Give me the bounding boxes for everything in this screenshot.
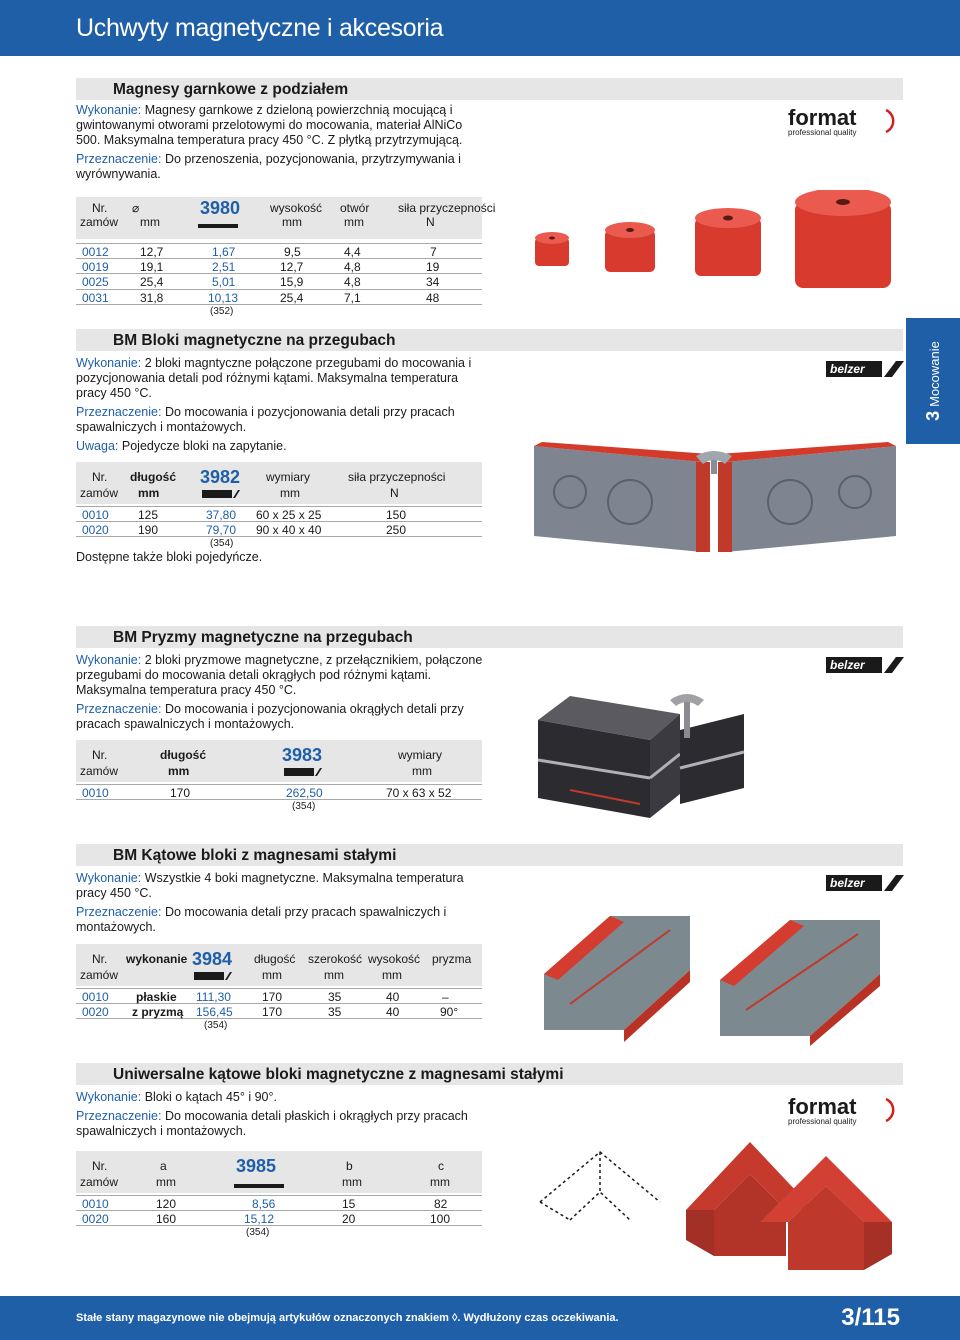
cell-height: 40 — [386, 990, 400, 1004]
cell-price: 1,67 — [212, 245, 236, 259]
cell-height: 12,7 — [280, 259, 304, 274]
col-diameter: ⌀ — [132, 201, 140, 215]
belzer-logo-text: belzer — [830, 362, 865, 376]
cell-nr: 0010 — [82, 508, 109, 522]
angle-dimension-diagram — [530, 1146, 670, 1236]
col-nr: Nr. — [92, 470, 108, 484]
col-b: b — [346, 1159, 353, 1173]
cell-hole: 4,8 — [344, 275, 361, 289]
table-row — [76, 1195, 482, 1211]
col-height-unit: mm — [382, 968, 402, 982]
format-logo — [786, 106, 904, 138]
uwaga-label: Uwaga: — [76, 439, 119, 453]
table-row — [76, 522, 482, 538]
belzer-logo-text: belzer — [830, 658, 865, 672]
col-nr: Nr. — [92, 748, 108, 762]
catalog-reference — [76, 1226, 482, 1239]
cell-nr: 0025 — [82, 275, 109, 289]
table-header — [76, 944, 482, 986]
ref-text: (354) — [210, 538, 234, 549]
wykonanie-text: Magnesy garnkowe z dzieloną powierzchnią mocującą i gwintowanymi otworami przelotowymi do mocowania, materiał AlNiCo 500. Maksymalna temperatura pracy 450 °C. Z płytką przytrzymującą. — [76, 103, 463, 147]
cell-price: 37,80 — [206, 508, 237, 522]
wykonanie-label: Wykonanie: — [76, 103, 142, 117]
product-table-3985 — [76, 1151, 482, 1239]
cell-force: 250 — [386, 522, 407, 537]
cell-height: 25,4 — [280, 290, 304, 305]
catalog-reference — [76, 305, 482, 318]
cell-price: 262,50 — [286, 786, 323, 800]
cell-width: 35 — [328, 990, 342, 1004]
cell-length: 170 — [170, 786, 191, 800]
footer-note: Stałe stany magazynowe nie obejmują artykułów oznaczonych znakiem ◊. Wydłużony czas oczekiwania. — [76, 1312, 619, 1324]
table-row — [76, 784, 482, 800]
cell-hole: 7,1 — [344, 290, 361, 305]
cell-price: 8,56 — [252, 1197, 276, 1211]
section-title: Uniwersalne kątowe bloki magnetyczne z magnesami stałymi — [113, 1066, 564, 1083]
page-number: 3/115 — [841, 1304, 900, 1331]
table-row — [76, 259, 482, 275]
brand-mark — [234, 1179, 284, 1194]
cell-length: 190 — [138, 522, 159, 537]
product-table-3980 — [76, 197, 496, 318]
cell-hole: 4,8 — [344, 259, 361, 274]
catalog-reference — [76, 800, 482, 813]
przeznaczenie-label: Przeznaczenie: — [76, 1109, 162, 1123]
cell-width: 35 — [328, 1004, 342, 1019]
przeznaczenie-text: Do mocowania i pozycjonowania detali przy pracach spawalniczych i montażowych. — [76, 405, 455, 434]
col-force: siła przyczepności — [348, 470, 446, 484]
section-header-uniwersalne-bloki — [76, 1063, 903, 1085]
brand-mark — [284, 766, 322, 781]
belzer-logo — [826, 872, 904, 894]
col-prism: pryzma — [432, 952, 472, 966]
col-nr-sub: zamów — [80, 486, 119, 500]
col-force-unit: N — [390, 486, 399, 500]
przeznaczenie-text: Do mocowania i pozycjonowania okrągłych detali przy pracach spawalniczych i montażowych. — [76, 702, 464, 731]
cell-force: 34 — [426, 275, 440, 289]
col-dimensions: wymiary — [398, 748, 442, 762]
table-row — [76, 290, 482, 306]
product-table-3984 — [76, 944, 482, 1032]
col-width-unit: mm — [324, 968, 344, 982]
pot-magnets-image — [525, 190, 905, 310]
col-height: wysokość — [270, 201, 323, 215]
cell-c: 100 — [430, 1211, 451, 1226]
angular-magnetic-blocks-image — [540, 912, 910, 1046]
cell-b: 20 — [342, 1211, 356, 1226]
cell-nr: 0020 — [82, 1004, 109, 1019]
cell-nr: 0012 — [82, 245, 109, 259]
belzer-logo — [826, 358, 904, 380]
footer-bar — [0, 1296, 960, 1340]
przeznaczenie-label: Przeznaczenie: — [76, 405, 162, 419]
ref-text: (354) — [204, 1020, 228, 1031]
product-table-3983 — [76, 740, 482, 813]
ref-text: (354) — [292, 800, 316, 812]
col-nr-sub: zamów — [80, 764, 119, 778]
brand-mark — [194, 970, 232, 985]
wykonanie-text: Wszystkie 4 boki magnetyczne. Maksymalna temperatura pracy 450 °C. — [76, 871, 464, 900]
section-description — [76, 1090, 486, 1143]
section-description — [76, 871, 486, 939]
cell-price: 156,45 — [196, 1004, 233, 1019]
cell-force: 48 — [426, 290, 440, 305]
cell-height: 15,9 — [280, 275, 304, 289]
cell-nr: 0019 — [82, 259, 109, 274]
cell-diameter: 19,1 — [140, 259, 164, 274]
cell-force: 19 — [426, 259, 440, 274]
cell-price: 10,13 — [208, 290, 239, 305]
cell-dimensions: 70 x 63 x 52 — [386, 786, 452, 800]
col-nr-sub: zamów — [80, 968, 119, 982]
product-table-3982 — [76, 462, 482, 566]
brand-mark — [198, 219, 238, 234]
cell-price: 2,51 — [212, 259, 236, 274]
cell-dimensions: 90 x 40 x 40 — [256, 522, 322, 537]
col-code: 3983 — [282, 745, 323, 765]
format-logo-subtitle: professional quality — [788, 1117, 857, 1126]
col-height-unit: mm — [282, 215, 302, 229]
belzer-logo-text: belzer — [830, 876, 865, 890]
przeznaczenie-label: Przeznaczenie: — [76, 152, 162, 166]
cell-length: 170 — [262, 990, 283, 1004]
section-description — [76, 653, 486, 736]
col-length-unit: mm — [168, 764, 190, 778]
format-logo-text: format — [788, 106, 857, 130]
table-row — [76, 1211, 482, 1227]
hinged-prism-image — [530, 690, 750, 820]
cell-c: 82 — [434, 1197, 448, 1211]
col-nr: Nr. — [92, 1159, 108, 1173]
cell-nr: 0020 — [82, 522, 109, 537]
cell-nr: 0010 — [82, 990, 109, 1004]
cell-price: 111,30 — [196, 990, 231, 1004]
ref-text: (354) — [246, 1227, 270, 1238]
col-force: siła przyczepności — [398, 201, 496, 215]
cell-b: 15 — [342, 1197, 356, 1211]
col-length: długość — [160, 748, 207, 762]
cell-prism: – — [442, 990, 449, 1004]
format-logo-subtitle: professional quality — [788, 128, 857, 137]
col-width: szerokość — [308, 952, 363, 966]
cell-price: 5,01 — [212, 275, 236, 289]
table-row — [76, 274, 482, 290]
col-nr-sub: zamów — [80, 1175, 119, 1189]
przeznaczenie-text: Do mocowania detali płaskich i okrągłych przy pracach spawalniczych i montażowych. — [76, 1109, 468, 1138]
table-row — [76, 243, 482, 259]
wykonanie-label: Wykonanie: — [76, 1090, 142, 1104]
table-header — [76, 197, 496, 239]
cell-dimensions: 60 x 25 x 25 — [256, 508, 322, 522]
format-logo-text: format — [788, 1095, 857, 1119]
section-header-magnesy-garnkowe — [76, 78, 903, 100]
table-row — [76, 1004, 482, 1020]
col-code: 3982 — [200, 467, 241, 487]
col-a: a — [160, 1159, 167, 1173]
wykonanie-label: Wykonanie: — [76, 653, 142, 667]
catalog-reference — [76, 537, 482, 550]
format-logo — [786, 1095, 904, 1127]
przeznaczenie-label: Przeznaczenie: — [76, 905, 162, 919]
section-header-pryzmy-magnetyczne — [76, 626, 903, 648]
col-diameter-unit: mm — [140, 215, 160, 229]
col-nr-sub: zamów — [80, 215, 119, 229]
header-bar — [0, 0, 960, 56]
col-length: długość — [130, 470, 177, 484]
cell-variant: z pryzmą — [132, 1004, 184, 1019]
cell-diameter: 25,4 — [140, 275, 164, 289]
col-length-unit: mm — [138, 486, 160, 500]
przeznaczenie-label: Przeznaczenie: — [76, 702, 162, 716]
cell-price: 15,12 — [244, 1211, 275, 1226]
cell-a: 120 — [156, 1197, 177, 1211]
table-header — [76, 1151, 482, 1193]
cell-length: 125 — [138, 508, 159, 522]
wykonanie-text: 2 bloki magntyczne połączone przegubami do mocowania i pozycjonowania detali pod różnymi kątami. Maksymalna temperatura pracy 450 °C. — [76, 356, 472, 400]
cell-nr: 0010 — [82, 786, 109, 800]
arrow-magnetic-blocks-image — [680, 1130, 900, 1280]
cell-variant: płaskie — [136, 990, 177, 1004]
cell-diameter: 31,8 — [140, 290, 164, 305]
col-length: długość — [254, 952, 296, 966]
section-description — [76, 356, 486, 458]
section-header-bloki-magnetyczne — [76, 329, 903, 351]
col-hole: otwór — [340, 201, 370, 215]
col-code: 3980 — [200, 198, 241, 218]
cell-force: 7 — [430, 245, 437, 259]
table-row — [76, 506, 482, 522]
col-nr: Nr. — [92, 201, 108, 215]
cell-hole: 4,4 — [344, 245, 361, 259]
col-variant: wykonanie — [126, 952, 188, 966]
col-force-unit: N — [426, 215, 435, 229]
col-c: c — [438, 1159, 444, 1173]
chapter-number: 3 — [922, 410, 943, 421]
cell-prism: 90° — [440, 1004, 459, 1019]
ref-text: (352) — [210, 306, 234, 317]
przeznaczenie-text: Do mocowania detali przy pracach spawalniczych i montażowych. — [76, 905, 447, 934]
cell-nr: 0020 — [82, 1211, 109, 1226]
catalog-reference — [76, 1019, 482, 1032]
page-title: Uchwyty magnetyczne i akcesoria — [76, 14, 444, 42]
col-b-unit: mm — [342, 1175, 362, 1189]
wykonanie-label: Wykonanie: — [76, 356, 142, 370]
table-header — [76, 740, 482, 782]
section-title: BM Kątowe bloki z magnesami stałymi — [113, 847, 397, 864]
col-code: 3985 — [236, 1156, 277, 1176]
brand-mark — [202, 488, 240, 503]
col-dimensions-unit: mm — [280, 486, 300, 500]
section-description — [76, 103, 486, 186]
cell-length: 170 — [262, 1004, 283, 1019]
cell-nr: 0031 — [82, 290, 109, 305]
col-height: wysokość — [368, 952, 421, 966]
section-title: BM Bloki magnetyczne na przegubach — [113, 332, 396, 349]
uwaga-text: Pojedycze bloki na zapytanie. — [121, 439, 287, 453]
cell-diameter: 12,7 — [140, 245, 164, 259]
belzer-logo — [826, 654, 904, 676]
availability-note: Dostępne także bloki pojedyńcze. — [76, 550, 263, 564]
cell-height: 9,5 — [284, 245, 301, 259]
section-title: BM Pryzmy magnetyczne na przegubach — [113, 629, 413, 646]
section-header-katowe-bloki — [76, 844, 903, 866]
col-nr: Nr. — [92, 952, 108, 966]
table-header — [76, 462, 482, 504]
cell-height: 40 — [386, 1004, 400, 1019]
wykonanie-label: Wykonanie: — [76, 871, 142, 885]
col-hole-unit: mm — [344, 215, 364, 229]
hinged-magnetic-blocks-image — [520, 442, 910, 562]
wykonanie-text: Bloki o kątach 45° i 90°. — [144, 1090, 277, 1104]
chapter-label: Mocowanie — [926, 341, 942, 407]
col-dimensions: wymiary — [266, 470, 310, 484]
table-row — [76, 988, 482, 1004]
wykonanie-text: 2 bloki pryzmowe magnetyczne, z przełącznikiem, połączone przegubami do mocowania detali okrągłych pod różnymi kątami. Maksymalna temperatura pracy 450 °C. — [76, 653, 483, 697]
col-c-unit: mm — [430, 1175, 450, 1189]
chapter-tab[interactable] — [906, 318, 960, 444]
cell-a: 160 — [156, 1211, 177, 1226]
col-dimensions-unit: mm — [412, 764, 432, 778]
col-code: 3984 — [192, 949, 233, 969]
col-length-unit: mm — [262, 968, 282, 982]
section-title: Magnesy garnkowe z podziałem — [113, 81, 349, 98]
przeznaczenie-text: Do przenoszenia, pozycjonowania, przytrzymywania i wyrównywania. — [76, 152, 461, 181]
cell-force: 150 — [386, 508, 407, 522]
cell-nr: 0010 — [82, 1197, 109, 1211]
col-a-unit: mm — [156, 1175, 176, 1189]
cell-price: 79,70 — [206, 522, 237, 537]
